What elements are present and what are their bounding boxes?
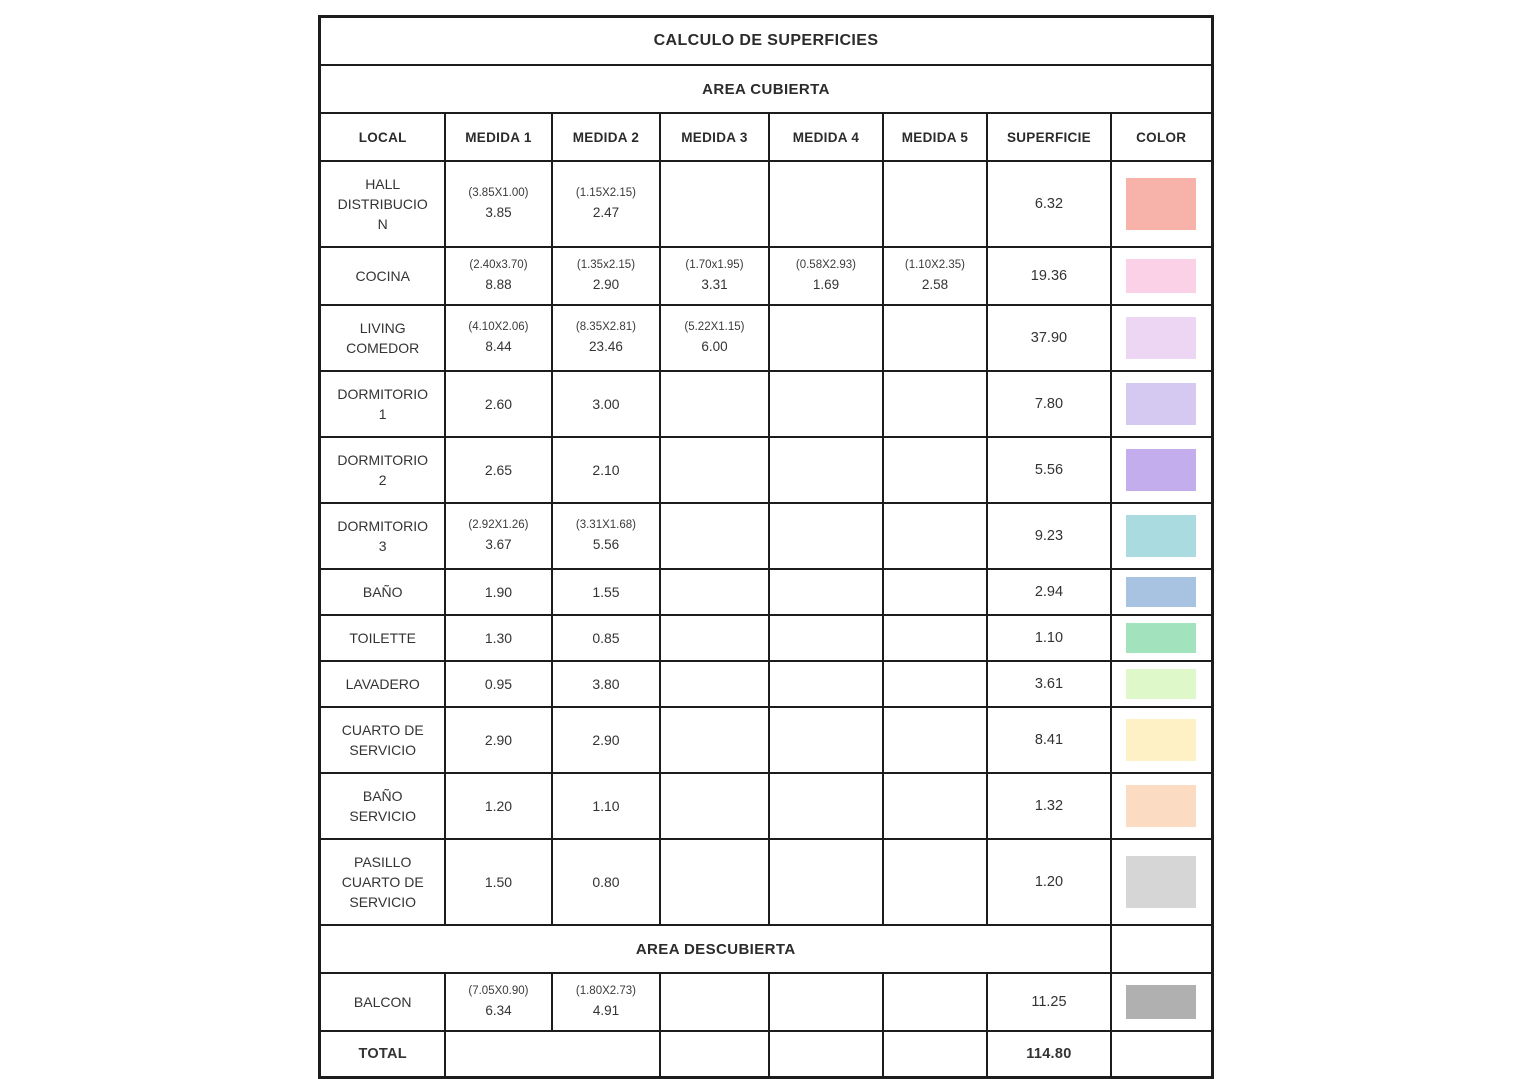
superficie-cell: 8.41 — [987, 707, 1111, 773]
medida-value: 0.95 — [484, 676, 513, 692]
local-cell: DORMITORIO 2 — [320, 437, 445, 503]
medida-cell — [769, 569, 883, 615]
medida-value: 3.31 — [701, 277, 728, 292]
medida-cell — [445, 973, 552, 1031]
superficie-cell: 2.94 — [987, 569, 1111, 615]
color-swatch — [1126, 317, 1196, 359]
color-swatch — [1126, 623, 1196, 653]
total-empty-cell — [883, 1031, 987, 1078]
medida-value: 2.58 — [921, 277, 949, 292]
column-header-local: LOCAL — [320, 113, 445, 161]
medida-cell — [660, 437, 769, 503]
superficie-cell: 1.32 — [987, 773, 1111, 839]
medida-cell — [883, 161, 987, 247]
local-cell: CUARTO DE SERVICIO — [320, 707, 445, 773]
table-row — [320, 839, 1212, 925]
medida-value: 4.91 — [592, 1003, 620, 1018]
medida-formula: (1.15X2.15) — [575, 187, 636, 199]
medida-cell — [552, 707, 660, 773]
color-cell — [1111, 569, 1212, 615]
superficie-cell: 3.61 — [987, 661, 1111, 707]
medida-formula: (3.31X1.68) — [575, 519, 636, 531]
medida-cell — [769, 615, 883, 661]
medida-formula: (0.58X2.93) — [795, 259, 856, 271]
color-cell — [1111, 247, 1212, 305]
superficie-cell: 7.80 — [987, 371, 1111, 437]
medida-cell — [552, 503, 660, 569]
local-cell: TOILETTE — [320, 615, 445, 661]
color-cell — [1111, 773, 1212, 839]
superficie-cell: 19.36 — [987, 247, 1111, 305]
medida-cell — [883, 569, 987, 615]
medida-value: 6.00 — [701, 339, 728, 354]
column-header-medida-4: MEDIDA 4 — [769, 113, 883, 161]
local-cell: BAÑO SERVICIO — [320, 773, 445, 839]
local-cell: COCINA — [320, 247, 445, 305]
section-partial-row — [320, 925, 1212, 973]
medida-value: 3.00 — [592, 396, 620, 412]
table-row — [320, 503, 1212, 569]
color-cell — [1111, 615, 1212, 661]
column-header-medida-5: MEDIDA 5 — [883, 113, 987, 161]
medida-formula: (1.80X2.73) — [575, 985, 636, 997]
medida-value: 1.50 — [484, 874, 513, 890]
table-row — [320, 661, 1212, 707]
medida-cell — [769, 161, 883, 247]
medida-cell — [769, 247, 883, 305]
color-swatch — [1126, 856, 1196, 908]
medida-cell — [883, 437, 987, 503]
color-cell — [1111, 973, 1212, 1031]
medida-cell — [660, 615, 769, 661]
total-row — [320, 1031, 1212, 1078]
medida-cell — [769, 371, 883, 437]
superficie-cell: 37.90 — [987, 305, 1111, 371]
medida-cell — [445, 161, 552, 247]
medida-cell — [883, 305, 987, 371]
table-row — [320, 707, 1212, 773]
medida-cell — [445, 437, 552, 503]
color-cell — [1111, 661, 1212, 707]
medida-cell — [445, 839, 552, 925]
medida-value: 0.80 — [592, 874, 620, 890]
medida-cell — [445, 247, 552, 305]
medida-formula: (1.70x1.95) — [685, 259, 744, 271]
medida-value: 3.85 — [485, 205, 512, 220]
color-swatch — [1126, 515, 1196, 557]
medida-value: 2.90 — [592, 277, 620, 292]
medida-value: 2.10 — [592, 462, 620, 478]
color-swatch — [1126, 577, 1196, 607]
medida-value: 2.47 — [592, 205, 620, 220]
medida-cell — [445, 305, 552, 371]
medida-cell — [883, 707, 987, 773]
column-header-superficie: SUPERFICIE — [987, 113, 1111, 161]
medida-cell — [552, 305, 660, 371]
color-swatch — [1126, 259, 1196, 293]
medida-value: 6.34 — [485, 1003, 512, 1018]
color-swatch — [1126, 985, 1196, 1019]
table-title: CALCULO DE SUPERFICIES — [320, 17, 1212, 66]
medida-value: 23.46 — [589, 339, 623, 354]
medida-cell — [883, 839, 987, 925]
section-header-area-cubierta: AREA CUBIERTA — [320, 65, 1212, 113]
medida-cell — [660, 161, 769, 247]
superficie-cell: 11.25 — [987, 973, 1111, 1031]
medida-cell — [769, 305, 883, 371]
medida-cell — [660, 503, 769, 569]
medida-formula: (2.40x3.70) — [469, 259, 528, 271]
medida-cell — [445, 773, 552, 839]
table-row — [320, 615, 1212, 661]
medida-cell — [883, 773, 987, 839]
medida-formula: (3.85X1.00) — [468, 187, 529, 199]
total-empty-cell — [660, 1031, 769, 1078]
medida-cell — [883, 371, 987, 437]
medida-cell — [769, 973, 883, 1031]
medida-cell — [883, 615, 987, 661]
total-superficie-cell: 114.80 — [987, 1031, 1111, 1078]
local-cell: LAVADERO — [320, 661, 445, 707]
medida-formula: (7.05X0.90) — [468, 985, 529, 997]
medida-cell — [883, 973, 987, 1031]
medida-cell — [660, 247, 769, 305]
medida-value: 1.20 — [484, 798, 513, 814]
table-row — [320, 161, 1212, 247]
medida-value: 8.44 — [485, 339, 512, 354]
medida-cell — [445, 615, 552, 661]
local-cell: BAÑO — [320, 569, 445, 615]
medida-value: 1.55 — [592, 584, 620, 600]
medida-cell — [552, 371, 660, 437]
medida-cell — [883, 247, 987, 305]
local-cell: LIVING COMEDOR — [320, 305, 445, 371]
section-header-area-descubierta: AREA DESCUBIERTA — [320, 925, 1111, 973]
medida-cell — [552, 615, 660, 661]
superficie-cell: 9.23 — [987, 503, 1111, 569]
medida-cell — [660, 773, 769, 839]
medida-value: 2.90 — [592, 732, 620, 748]
medida-value: 1.69 — [812, 277, 840, 292]
medida-cell — [552, 839, 660, 925]
color-swatch — [1126, 449, 1196, 491]
medida-cell — [660, 839, 769, 925]
local-cell: PASILLO CUARTO DE SERVICIO — [320, 839, 445, 925]
column-header-medida-3: MEDIDA 3 — [660, 113, 769, 161]
medida-cell — [883, 661, 987, 707]
medida-value: 1.10 — [592, 798, 620, 814]
medida-value: 8.88 — [485, 277, 512, 292]
color-cell — [1111, 161, 1212, 247]
total-label-cell: TOTAL — [320, 1031, 445, 1078]
table-row — [320, 973, 1212, 1031]
medida-cell — [769, 437, 883, 503]
medida-cell — [660, 661, 769, 707]
column-header-medida-2: MEDIDA 2 — [552, 113, 660, 161]
local-cell: BALCON — [320, 973, 445, 1031]
medida-cell — [660, 569, 769, 615]
medida-cell — [445, 661, 552, 707]
medida-cell — [769, 503, 883, 569]
color-cell — [1111, 839, 1212, 925]
column-header-color: COLOR — [1111, 113, 1212, 161]
medida-formula: (8.35X2.81) — [575, 321, 636, 333]
table-row — [320, 437, 1212, 503]
medida-cell — [552, 773, 660, 839]
medida-cell — [552, 437, 660, 503]
superficie-cell: 1.10 — [987, 615, 1111, 661]
superficie-cell: 1.20 — [987, 839, 1111, 925]
medida-cell — [445, 707, 552, 773]
medida-cell — [552, 661, 660, 707]
medida-value: 5.56 — [592, 537, 620, 552]
color-swatch — [1126, 719, 1196, 761]
medida-cell — [660, 371, 769, 437]
color-cell — [1111, 503, 1212, 569]
superficie-cell: 6.32 — [987, 161, 1111, 247]
color-cell — [1111, 305, 1212, 371]
medida-cell — [769, 661, 883, 707]
table-row — [320, 371, 1212, 437]
total-empty-cell — [769, 1031, 883, 1078]
medida-cell — [660, 707, 769, 773]
table-row — [320, 305, 1212, 371]
medida-cell — [769, 839, 883, 925]
medida-formula: (1.35x2.15) — [576, 259, 636, 271]
medida-formula: (4.10X2.06) — [468, 321, 529, 333]
title-row — [320, 17, 1212, 66]
color-cell — [1111, 437, 1212, 503]
medida-cell — [552, 247, 660, 305]
medida-formula: (1.10X2.35) — [904, 259, 965, 271]
medida-formula: (5.22X1.15) — [684, 321, 745, 333]
total-medida-merged-cell — [445, 1031, 660, 1078]
medida-cell — [552, 161, 660, 247]
medida-cell — [552, 569, 660, 615]
color-swatch — [1126, 383, 1196, 425]
medida-cell — [445, 569, 552, 615]
table-row — [320, 773, 1212, 839]
medida-value: 3.67 — [485, 537, 512, 552]
medida-value: 3.80 — [592, 676, 620, 692]
local-cell: DORMITORIO 1 — [320, 371, 445, 437]
medida-cell — [883, 503, 987, 569]
medida-cell — [445, 503, 552, 569]
medida-value: 0.85 — [592, 630, 620, 646]
color-cell — [1111, 707, 1212, 773]
medida-cell — [445, 371, 552, 437]
table-row — [320, 247, 1212, 305]
color-swatch — [1126, 178, 1196, 230]
superficie-cell: 5.56 — [987, 437, 1111, 503]
color-cell-empty — [1111, 925, 1212, 973]
local-cell: DORMITORIO 3 — [320, 503, 445, 569]
medida-value: 2.65 — [484, 462, 513, 478]
local-cell: HALL DISTRIBUCION — [320, 161, 445, 247]
medida-value: 1.30 — [484, 630, 513, 646]
header-row — [320, 113, 1212, 161]
medida-formula: (2.92X1.26) — [468, 519, 529, 531]
medida-cell — [660, 973, 769, 1031]
medida-cell — [552, 973, 660, 1031]
color-swatch — [1126, 669, 1196, 699]
table-row — [320, 569, 1212, 615]
column-header-medida-1: MEDIDA 1 — [445, 113, 552, 161]
color-swatch — [1126, 785, 1196, 827]
section-full-row — [320, 65, 1212, 113]
medida-cell — [769, 707, 883, 773]
medida-value: 2.60 — [484, 396, 513, 412]
color-cell-empty — [1111, 1031, 1212, 1078]
medida-cell — [660, 305, 769, 371]
medida-value: 1.90 — [484, 584, 513, 600]
surface-calculation-table — [318, 15, 1213, 1079]
color-cell — [1111, 371, 1212, 437]
medida-value: 2.90 — [484, 732, 513, 748]
medida-cell — [769, 773, 883, 839]
